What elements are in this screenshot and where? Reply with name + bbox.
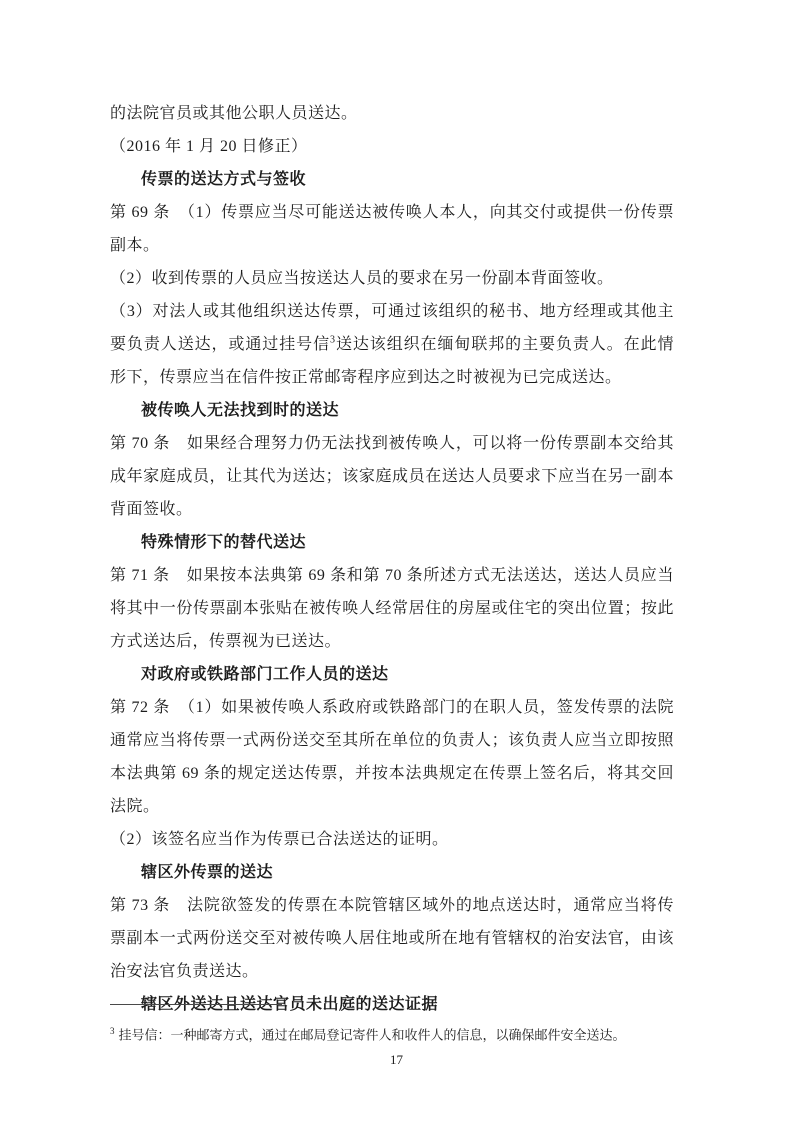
footnote-separator-line	[110, 1004, 282, 1005]
section-heading: 辖区外传票的送达	[141, 864, 274, 881]
paragraph: 的法院官员或其他公职人员送达。	[110, 105, 358, 122]
paragraph-text: （3）对法人或其他组织送达传票，可通过该组织的秘书、地方经理或其他主要负责人送达，或通过挂号信	[110, 303, 674, 353]
paragraph-with-footnote-ref	[110, 295, 674, 394]
section-heading: 特殊情形下的替代送达	[141, 534, 307, 551]
paragraph-text: 送达该组织在缅甸联邦的主要负责人。在此情形下，传票应当在信件按正常邮寄程序应到达之时被视为已完成送达。	[110, 336, 674, 386]
paragraph: （2）该签名应当作为传票已合法送达的证明。	[110, 831, 449, 848]
footnote-reference-marker: 3	[330, 334, 336, 346]
paragraph-amendment-date: （2016 年 1 月 20 日修正）	[110, 138, 308, 155]
section-heading: 传票的送达方式与签收	[141, 171, 307, 188]
paragraph-article-72: 第 72 条 （1）如果被传唤人系政府或铁路部门的在职人员，签发传票的法院通常应当将传票一式两份送交至其所在单位的负责人；该负责人应当立即按照本法典第 69 条的规定送达传票，并按本法典规定在传票上签名后，将其交回法院。	[110, 699, 674, 815]
paragraph-article-70: 第 70 条 如果经合理努力仍无法找到被传唤人，可以将一份传票副本交给其成年家庭成员，让其代为送达；该家庭成员在送达人员要求下应当在另一副本背面签收。	[110, 435, 674, 518]
document-body-text	[110, 97, 674, 1021]
section-heading: 对政府或铁路部门工作人员的送达	[141, 666, 389, 683]
footnote	[110, 1021, 674, 1045]
paragraph: （2）收到传票的人员应当按送达人员的要求在另一份副本背面签收。	[110, 270, 614, 287]
paragraph-article-73: 第 73 条 法院欲签发的传票在本院管辖区域外的地点送达时，通常应当将传票副本一式两份送交至对被传唤人居住地或所在地有管辖权的治安法官，由该治安法官负责送达。	[110, 897, 674, 980]
footnote-text: 挂号信：一种邮寄方式，通过在邮局登记寄件人和收件人的信息，以确保邮件安全送达。	[118, 1027, 626, 1043]
section-heading: 被传唤人无法找到时的送达	[141, 402, 340, 419]
paragraph-article-71: 第 71 条 如果按本法典第 69 条和第 70 条所述方式无法送达，送达人员应当将其中一份传票副本张贴在被传唤人经常居住的房屋或住宅的突出位置；按此方式送达后，传票视为已送达。	[110, 567, 674, 650]
footnote-marker: 3	[110, 1026, 115, 1036]
paragraph-article-69: 第 69 条 （1）传票应当尽可能送达被传唤人本人，向其交付或提供一份传票副本。	[110, 204, 674, 254]
page-number: 17	[390, 1052, 403, 1067]
section-heading: 辖区外送达且送达官员未出庭的送达证据	[141, 996, 439, 1013]
